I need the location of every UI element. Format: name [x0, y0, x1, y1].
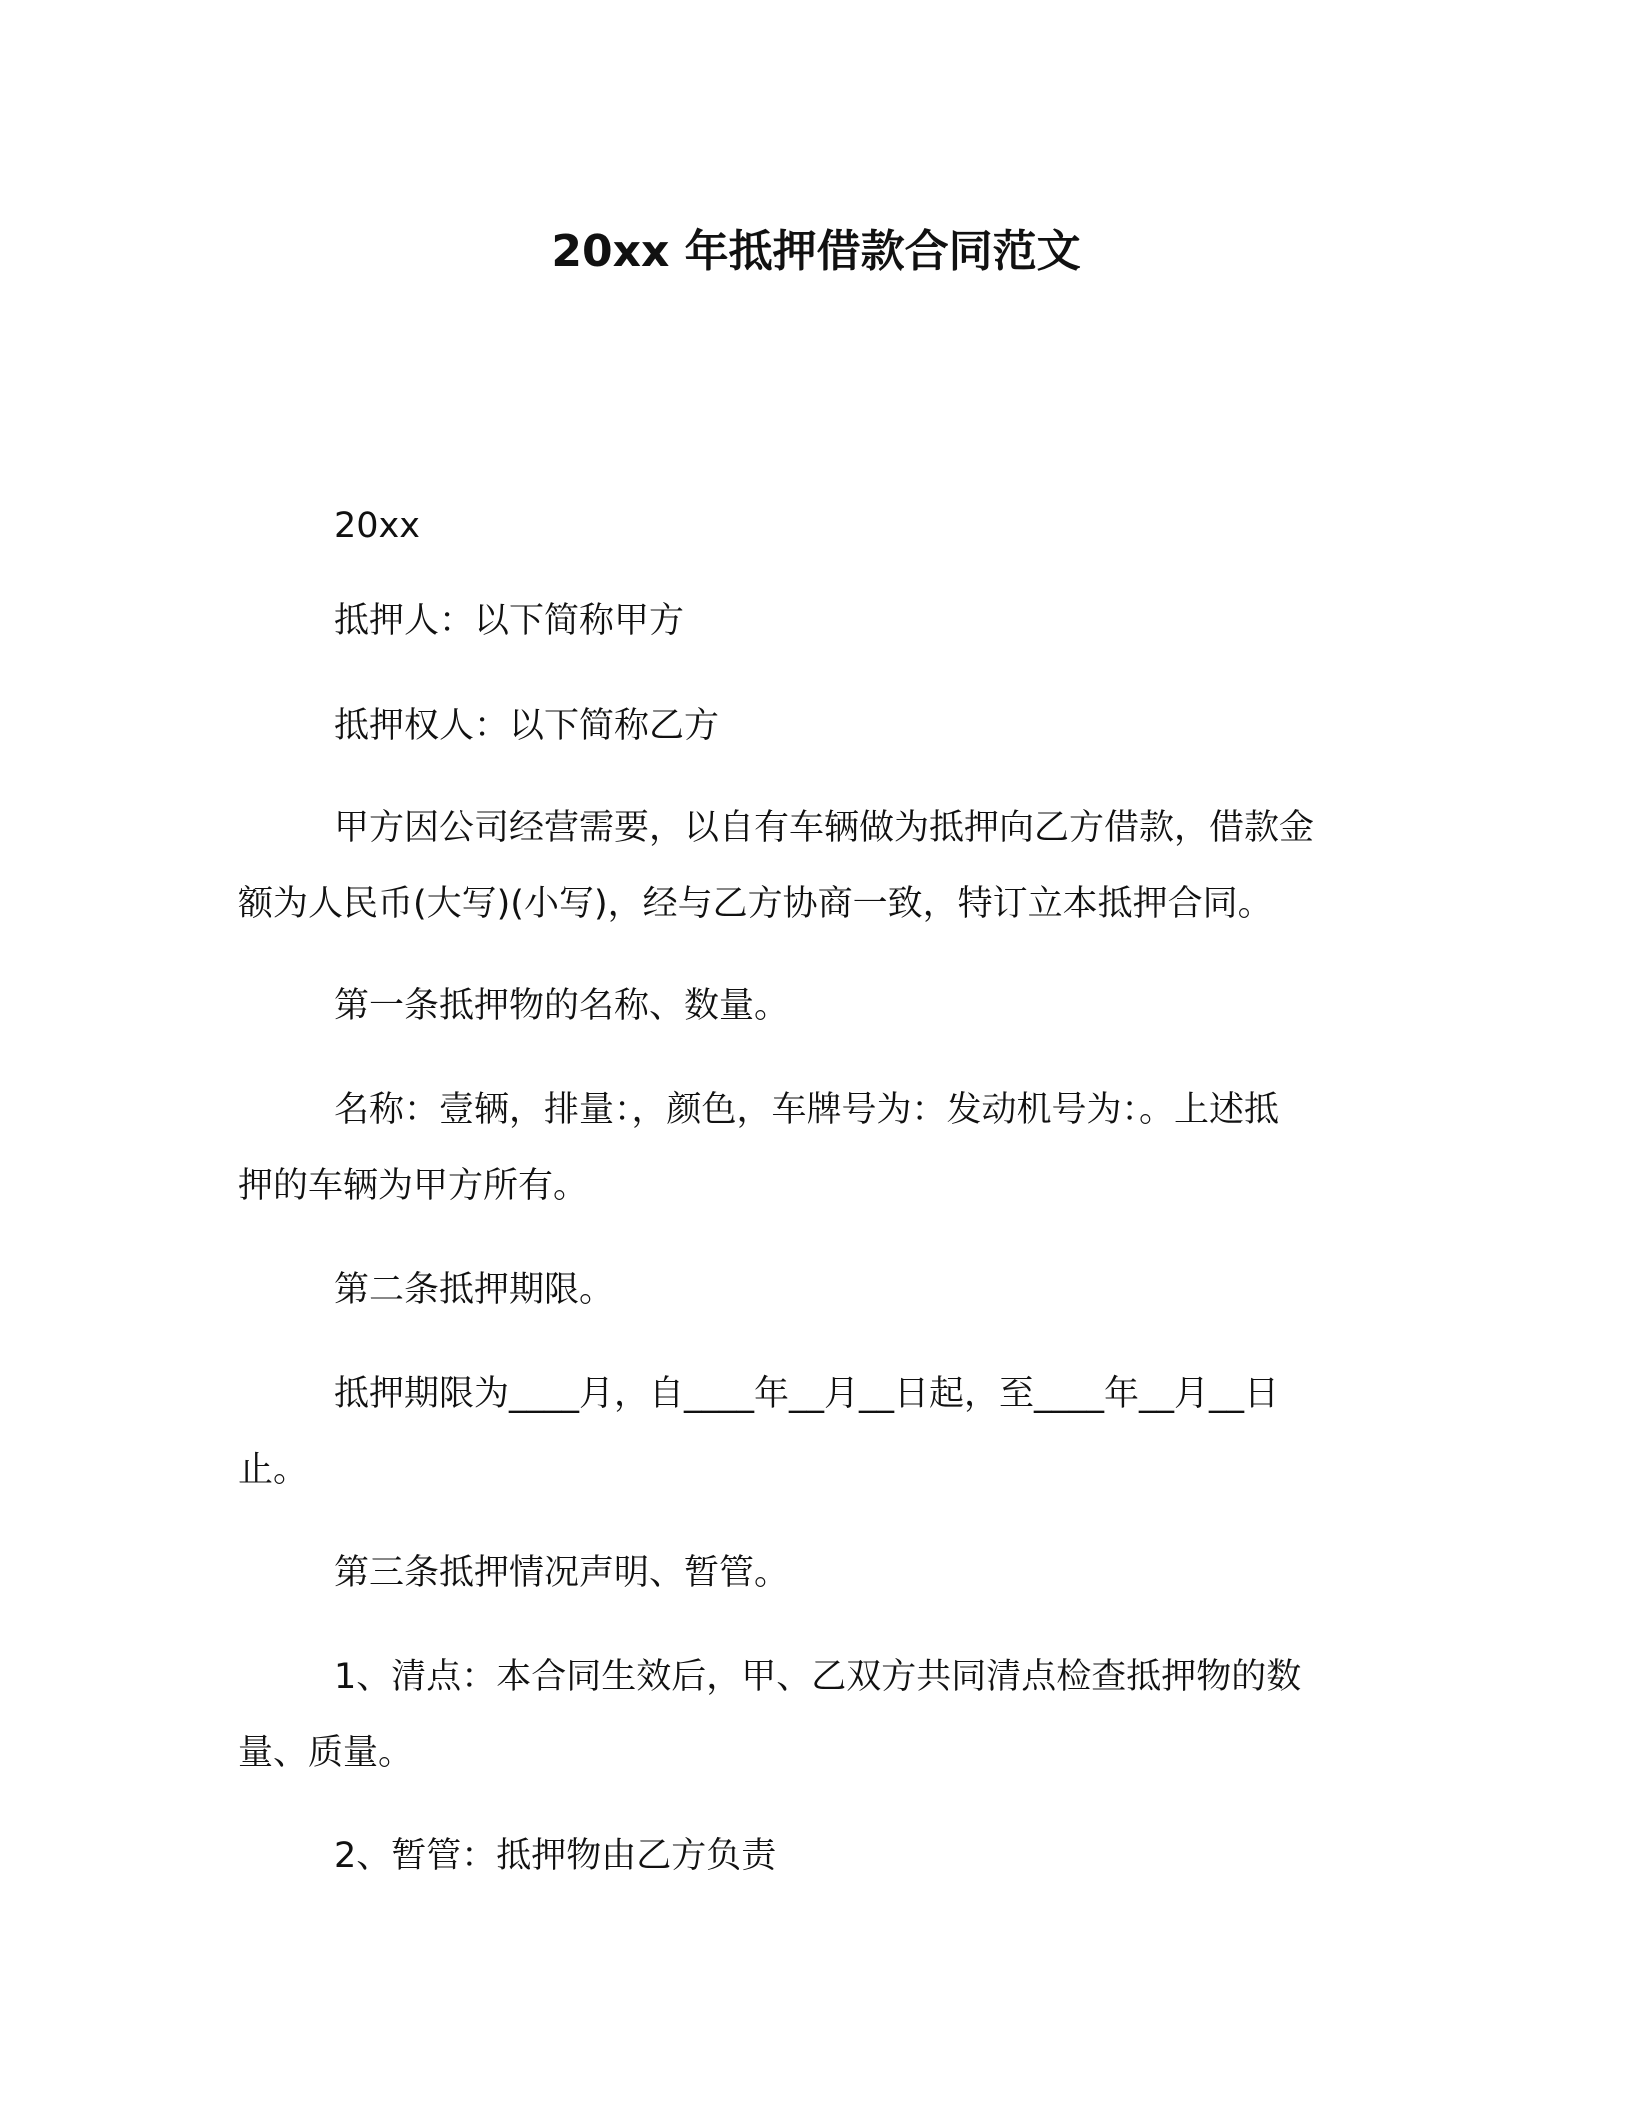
mortgagor-line: 抵押人：以下简称甲方 — [334, 601, 685, 641]
paragraph-line: 量、质量。 — [238, 1733, 414, 1773]
article-heading: 第一条抵押物的名称、数量。 — [334, 986, 790, 1026]
paragraph-line: 甲方因公司经营需要，以自有车辆做为抵押向乙方借款，借款金 — [334, 808, 1315, 848]
article-heading: 第二条抵押期限。 — [334, 1270, 615, 1310]
paragraph-line: 名称：壹辆，排量：，颜色，车牌号为：发动机号为：。上述抵 — [334, 1090, 1280, 1130]
paragraph-line: 止。 — [238, 1450, 309, 1490]
year-line: 20xx — [334, 506, 420, 546]
paragraph-line: 抵押期限为____月，自____年__月__日起，至____年__月__日 — [334, 1374, 1280, 1414]
article-heading: 第三条抵押情况声明、暂管。 — [334, 1553, 790, 1593]
mortgagee-line: 抵押权人：以下简称乙方 — [334, 706, 720, 746]
paragraph-line: 2、暂管：抵押物由乙方负责 — [334, 1836, 777, 1876]
paragraph-line: 额为人民币(大写)(小写)，经与乙方协商一致，特订立本抵押合同。 — [238, 884, 1273, 924]
paragraph-line: 押的车辆为甲方所有。 — [238, 1166, 589, 1206]
paragraph-line: 1、清点：本合同生效后，甲、乙双方共同清点检查抵押物的数 — [334, 1657, 1302, 1697]
document-title: 20xx 年抵押借款合同范文 — [551, 226, 1081, 277]
